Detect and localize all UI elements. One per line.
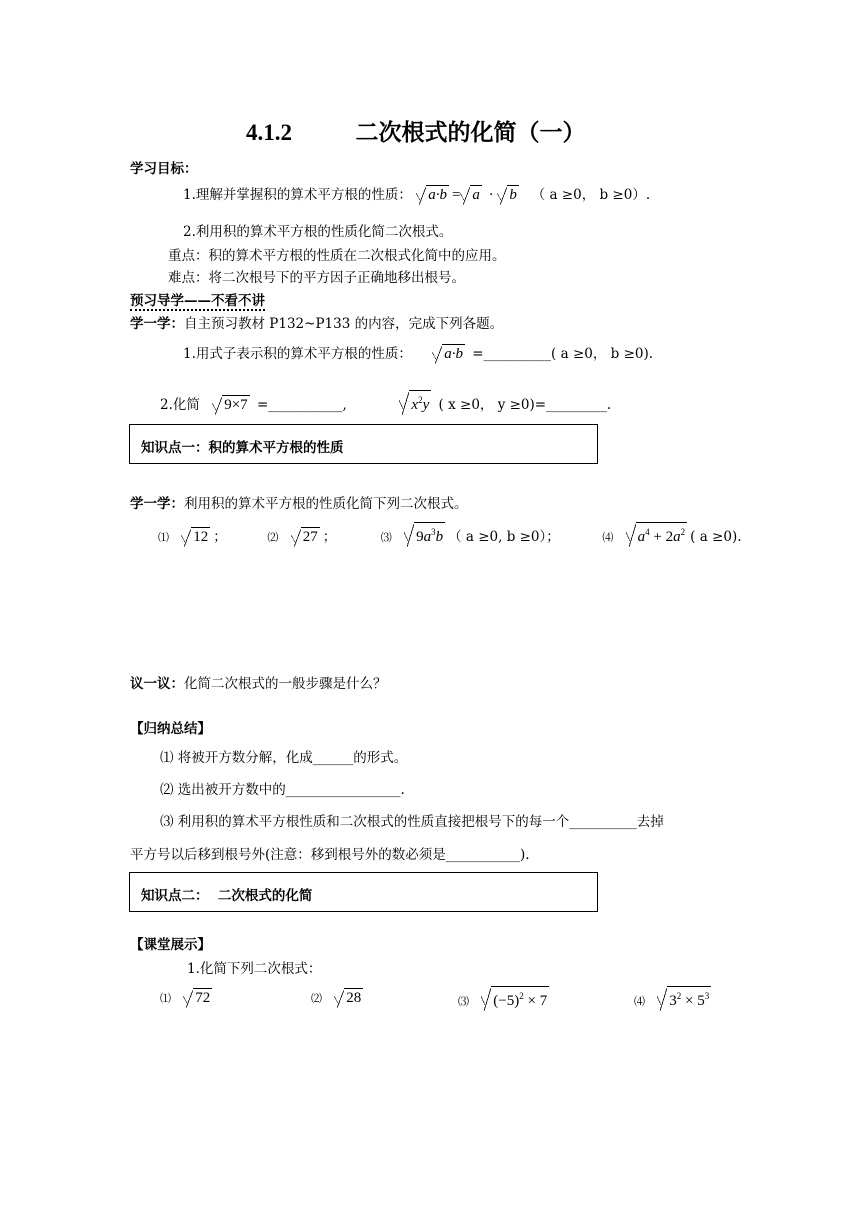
class-item-1: ⑴ 72: [160, 990, 211, 1006]
learn-2-items: [158, 522, 742, 547]
formula-product-root: a·b = a · b: [416, 187, 525, 203]
formula-ab-root: a·b: [432, 346, 468, 362]
learn-2: 学一学：利用积的算术平方根的性质化简下列二次根式。: [130, 496, 468, 512]
summary-3b: 平方号以后移到根号外(注意：移到根号外的数必须是___________).: [130, 847, 530, 863]
key-point: 重点：积的算术平方根的性质在二次根式化简中的应用。: [168, 248, 506, 264]
summary-3a: ⑶ 利用积的算术平方根性质和二次根式的性质直接把根号下的每一个__________去掉: [160, 814, 664, 830]
discuss: 议一议：化简二次根式的一般步骤是什么？: [130, 676, 387, 692]
title-text: 二次根式的化简（一）: [355, 120, 586, 145]
formula-9x7: 9×7: [212, 397, 252, 413]
class-item-2: ⑵ 28: [311, 990, 362, 1006]
page-title: [246, 114, 586, 147]
preview-heading: 预习导学——不看不讲: [130, 289, 265, 311]
list-item: ⑶ $9a^3b$ （ a ≥0, b ≥0）；: [381, 529, 564, 545]
summary-1: ⑴ 将被开方数分解，化成______的形式。: [160, 750, 408, 766]
list-item: ⑴ 12 ；: [158, 529, 227, 545]
class-item-3: ⑶ $(-5)^2 \times 7$: [458, 986, 552, 1011]
summary-heading: 【归纳总结】: [130, 721, 211, 737]
preview-q2: 2.化简 9×7 =___________, $x^2y$ ( x ≥0， y ≥0)=_________.: [160, 390, 611, 415]
goals-heading: 学习目标：: [130, 161, 198, 177]
goal-1: 1.理解并掌握积的算术平方根的性质： a·b = a · b （ a ≥0， b ≥0）.: [183, 187, 651, 203]
class-item-4: ⑷ $3^2 \times 5^3$: [634, 986, 714, 1011]
class-q1: 1.化简下列二次根式：: [187, 961, 322, 977]
list-item: ⑷ $a^4 + 2a^2$ ( a ≥0).: [602, 529, 741, 545]
list-item: ⑵ 27 ；: [267, 529, 337, 545]
knowledge-point-1-label: 知识点一：积的算术平方根的性质: [141, 440, 344, 456]
section-number: 4.1.2: [246, 120, 292, 145]
difficult-point: 难点：将二次根号下的平方因子正确地移出根号。: [168, 270, 465, 286]
goal-2: 2.利用积的算术平方根的性质化简二次根式。: [183, 224, 453, 240]
summary-2: ⑵ 选出被开方数中的_________________.: [160, 782, 405, 798]
class-heading: 【课堂展示】: [130, 937, 211, 953]
formula-x2y: $x^2y$: [399, 397, 434, 413]
preview-q1: 1.用式子表示积的算术平方根的性质： a·b =__________( a ≥0， b ≥0).: [183, 346, 654, 362]
knowledge-point-2-label: 知识点二： 二次根式的化简: [141, 888, 313, 904]
preview-learn: 学一学：自主预习教材 P132~P133 的内容，完成下列各题。: [130, 316, 504, 332]
